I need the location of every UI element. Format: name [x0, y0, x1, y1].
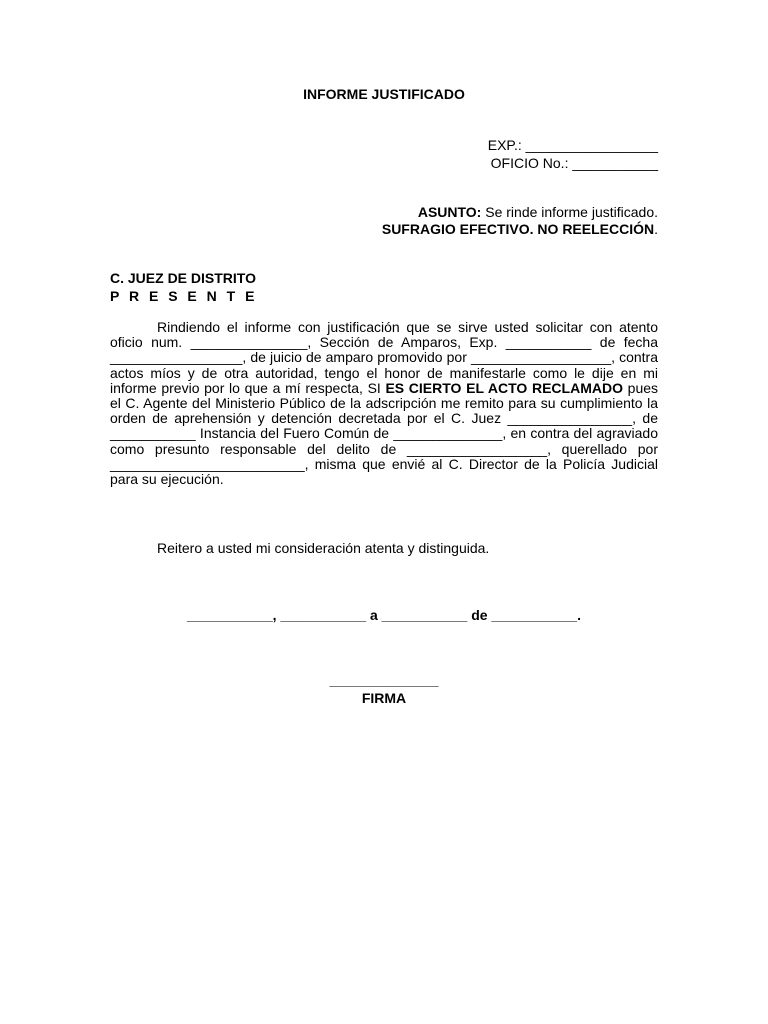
body-text [110, 320, 658, 487]
addressee: C. JUEZ DE DISTRITO [110, 270, 256, 286]
reference-block [488, 136, 658, 172]
motto-period: . [654, 221, 658, 237]
motto: SUFRAGIO EFECTIVO. NO REELECCIÓN [381, 221, 655, 237]
oficio-field: OFICIO No.: ___________ [490, 155, 658, 171]
body-part-2: pues el C. Agente del Ministerio Público de la adscripción me remito para su cumplimiento la orden de aprehensión y detención decretada por el C. Juez ________________, de ___________ Instancia del Fuero Común de ______________, en contra del agraviado como presunto responsable del delito de __________________, querellado por _________________________, misma que envié al C. Director de la Policía Judicial para su ejecución. [110, 379, 659, 488]
subject-block [382, 204, 658, 238]
body-emphasis: ES CIERTO EL ACTO RECLAMADO [385, 379, 623, 396]
addressee-block [110, 269, 257, 305]
date-line: ___________, ___________ a ___________ de ___________. [187, 607, 581, 623]
signature-line: ______________ [329, 672, 439, 688]
body-paragraph [110, 320, 658, 487]
subject-line [382, 204, 658, 221]
motto-line [382, 221, 658, 238]
document-title: INFORME JUSTIFICADO [303, 86, 465, 102]
body-part-1: Rindiendo el informe con justificación que se sirve usted solicitar con atento oficio num. _______________, Sección de Amparos, Exp. ___________ de fecha _________________, de juicio de amparo promovido por __________________, contra actos míos y de otra autoridad, tengo el honor de manifestarle como le dije en mi informe previo por lo que a mí respecta, SI [110, 319, 658, 396]
signature-label: FIRMA [361, 690, 407, 706]
closing-paragraph: Reitero a usted mi consideración atenta y distinguida. [157, 540, 490, 556]
exp-field: EXP.: _________________ [487, 137, 658, 153]
presente: P R E S E N T E [110, 288, 258, 304]
subject-text: Se rinde informe justificado. [481, 204, 658, 220]
subject-label: ASUNTO: [417, 204, 482, 220]
